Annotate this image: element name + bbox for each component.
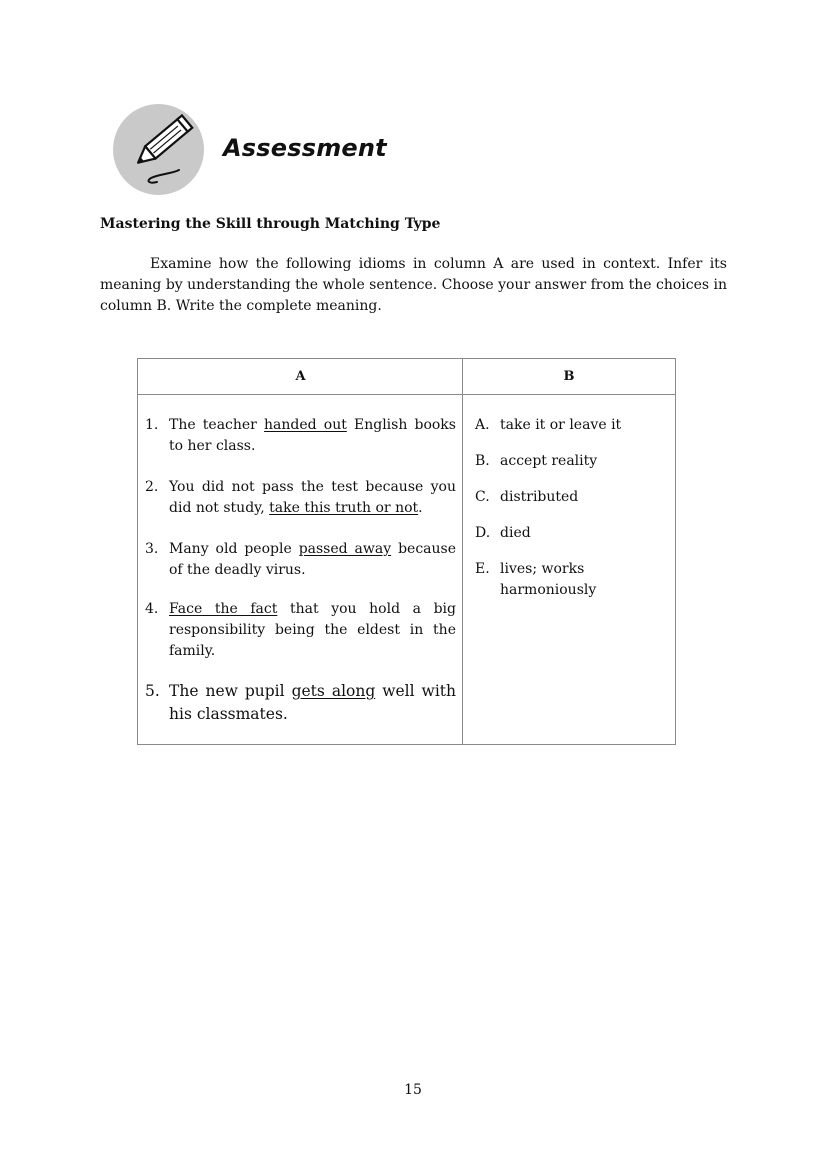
choice-letter: E. xyxy=(475,561,490,577)
pencil-icon xyxy=(113,104,204,195)
choice-d xyxy=(475,523,667,544)
item-text-after: well with his classmates. xyxy=(169,682,456,723)
item-text-before: The teacher xyxy=(169,417,265,433)
column-b-header: B xyxy=(463,359,675,395)
choice-text: take it or leave it xyxy=(500,417,622,433)
column-a-items xyxy=(138,395,463,726)
choice-c xyxy=(475,487,667,508)
choice-letter: C. xyxy=(475,489,490,505)
item-number: 2. xyxy=(145,479,159,495)
item-number: 1. xyxy=(145,417,159,433)
page-number: 15 xyxy=(404,1082,422,1098)
item-text-before: Many old people xyxy=(169,541,299,557)
idiom-underlined: gets along xyxy=(291,682,376,700)
subheading: Mastering the Skill through Matching Type xyxy=(100,216,441,232)
item-5 xyxy=(145,680,456,726)
item-text-before: The new pupil xyxy=(169,682,292,700)
choice-e xyxy=(475,559,667,601)
choice-text: lives; works harmoniously xyxy=(500,561,597,598)
choice-letter: A. xyxy=(475,417,490,433)
choice-text: distributed xyxy=(500,489,579,505)
column-a-header: A xyxy=(138,359,463,395)
item-text-after: that you hold a big responsibility being the eldest in the family. xyxy=(169,601,456,659)
column-b-choices xyxy=(463,395,675,616)
item-3 xyxy=(145,539,456,581)
choice-text: accept reality xyxy=(500,453,598,469)
matching-table xyxy=(137,358,676,745)
item-1 xyxy=(145,415,456,457)
item-4 xyxy=(145,599,456,662)
idiom-underlined: Face the fact xyxy=(169,601,278,617)
pencil-icon-badge xyxy=(113,104,204,195)
choice-letter: D. xyxy=(475,525,491,541)
item-2 xyxy=(145,477,456,519)
item-text-after: because of the deadly virus. xyxy=(169,541,456,578)
choice-text: died xyxy=(500,525,531,541)
item-text-after: . xyxy=(418,500,423,516)
instructions: Examine how the following idioms in column A are used in context. Infer its meaning by understanding the whole sentence. Choose your answer from the choices in column B. Write the complete meaning. xyxy=(100,256,728,314)
choice-a xyxy=(475,415,667,436)
choice-letter: B. xyxy=(475,453,490,469)
idiom-underlined: handed out xyxy=(264,417,347,433)
item-text-after: English books to her class. xyxy=(169,417,456,454)
item-number: 4. xyxy=(145,601,159,617)
idiom-underlined: take this truth or not xyxy=(269,500,419,516)
idiom-underlined: passed away xyxy=(298,541,392,557)
section-title: Assessment xyxy=(223,134,387,162)
choice-b xyxy=(475,451,667,472)
item-number: 3. xyxy=(145,541,159,557)
item-text-before: You did not pass the test because you did not study, xyxy=(169,479,456,516)
item-number: 5. xyxy=(145,682,160,700)
